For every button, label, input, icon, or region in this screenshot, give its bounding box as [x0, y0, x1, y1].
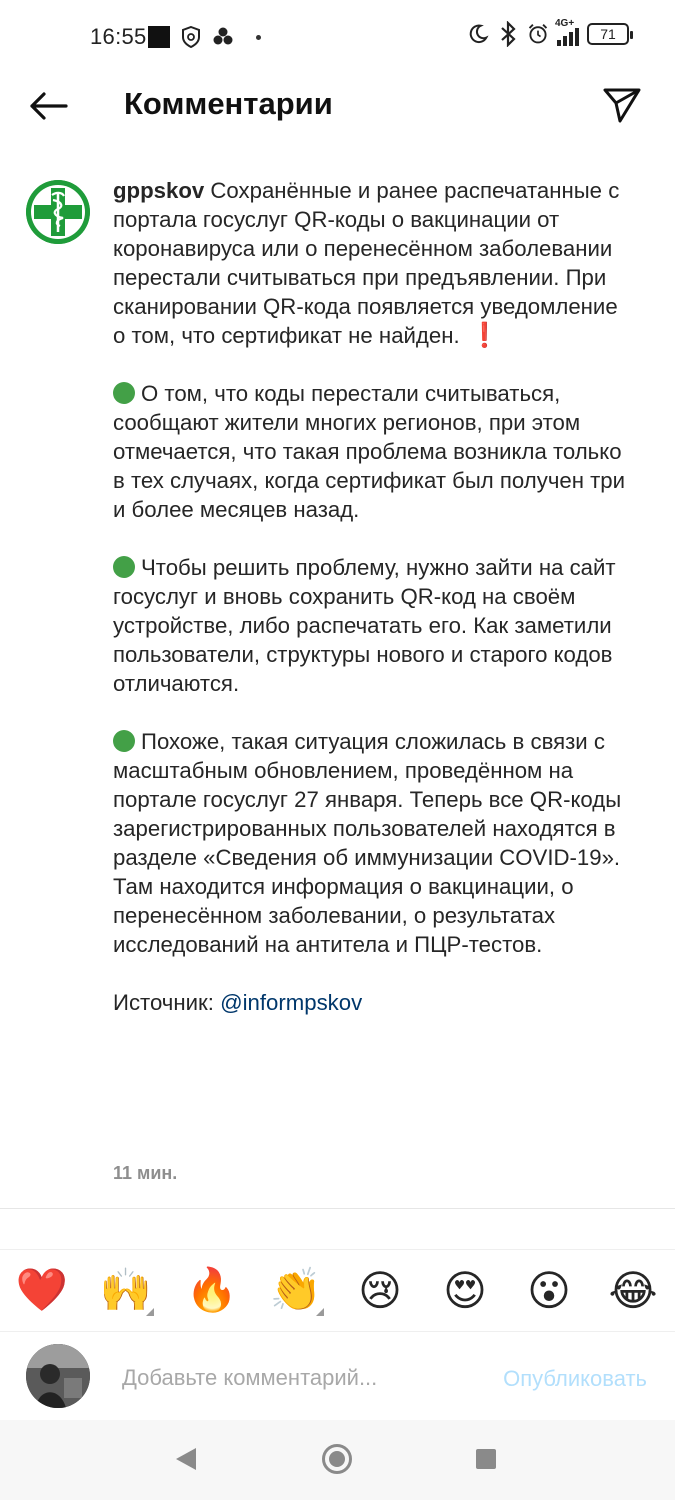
source-label: Источник: [113, 990, 214, 1015]
header [0, 72, 675, 138]
alarm-icon [527, 23, 549, 45]
network-type: 4G+ [555, 18, 575, 29]
comment-body [113, 176, 633, 1046]
reaction-clapping-button[interactable] [268, 1262, 324, 1318]
clover-icon [212, 26, 234, 48]
comment-text-2: О том, что коды перестали считываться, сообщают жители многих регионов, при этом отмечается, что такая проблема возникла только в тех случаях, когда сертификат был получен три и более месяцев назад. [113, 381, 626, 522]
status-right-icons [467, 18, 629, 46]
green-circle-icon [113, 382, 135, 404]
comment-source [113, 988, 633, 1017]
publish-button[interactable]: Опубликовать [503, 1366, 647, 1391]
divider [0, 1331, 675, 1332]
divider [0, 1208, 675, 1209]
comment-paragraph [113, 553, 633, 698]
crying-face-icon: 😢 [358, 1266, 402, 1314]
stop-icon [148, 26, 170, 48]
reaction-laughing-button[interactable] [605, 1262, 661, 1318]
source-mention-link[interactable]: @informpskov [220, 990, 363, 1015]
heart-icon: ❤️ [15, 1265, 69, 1313]
shield-icon [180, 26, 202, 48]
pharmacy-cross-icon [26, 180, 90, 244]
nav-home-icon[interactable] [322, 1444, 352, 1474]
green-circle-icon [113, 556, 135, 578]
green-circle-icon [113, 730, 135, 752]
status-time: 16:55 [90, 24, 147, 49]
skin-tone-indicator [316, 1308, 324, 1316]
comment-text-3: Чтобы решить проблему, нужно зайти на сайт госуслуг и вновь сохранить QR-код на своём устройстве, либо распечатать его. Как заметили пользователи, структуры нового и старого кодов отличаются. [113, 555, 616, 696]
reaction-heart-button[interactable] [14, 1262, 70, 1318]
divider [0, 1249, 675, 1250]
arrow-left-icon [28, 91, 68, 121]
comment-paragraph [113, 727, 633, 959]
page-title: Комментарии [124, 86, 333, 121]
back-button[interactable] [24, 84, 72, 128]
status-left-icons [148, 26, 261, 48]
moon-icon [467, 23, 489, 45]
bluetooth-icon [497, 23, 519, 45]
comment-input-bar [0, 1340, 675, 1418]
raising-hands-icon: 🙌 [99, 1265, 153, 1313]
nav-back-icon[interactable] [176, 1448, 196, 1470]
share-button[interactable] [599, 82, 645, 128]
user-photo [26, 1344, 90, 1408]
comment-input[interactable] [122, 1358, 452, 1398]
notification-dot [256, 35, 261, 40]
reaction-surprised-button[interactable] [521, 1262, 577, 1318]
system-nav-bar [0, 1420, 675, 1500]
heart-eyes-icon: 😍 [443, 1266, 487, 1314]
fire-icon: 🔥 [185, 1265, 239, 1313]
paper-plane-icon [602, 86, 642, 124]
author-avatar[interactable] [26, 180, 90, 244]
comment-paragraph [113, 379, 633, 524]
reaction-heart-eyes-button[interactable] [437, 1262, 493, 1318]
comment-text-1: Сохранённые и ранее распечатанные с портала госуслуг QR-коды о вакцинации от коронавируса или о перенесённом заболевании перестали считываться при предъявлении. При сканировании QR-кода появляется уведомление о том, что сертификат не найден. [113, 178, 620, 348]
user-avatar[interactable] [26, 1344, 90, 1408]
comment-text-4: Похоже, такая ситуация сложилась в связи с масштабным обновлением, проведённом на портале госуслуг 27 января. Теперь все QR-коды зарегистрированных пользователей находятся в разделе «Сведения об иммунизации COVID-19». Там находится информация о вакцинации, о перенесённом заболевании, о результатах исследований на антитела и ПЦР-тестов. [113, 729, 622, 957]
surprised-face-icon: 😮 [527, 1266, 571, 1314]
comment-timestamp: 11 мин. [113, 1163, 178, 1183]
battery-icon: 71 [587, 23, 629, 45]
comment-username[interactable]: gppskov [113, 178, 205, 203]
quick-reactions-bar [0, 1262, 675, 1324]
nav-recents-icon[interactable] [476, 1449, 496, 1469]
signal-icon [555, 18, 579, 46]
tears-of-joy-icon: 😂 [608, 1266, 658, 1314]
reaction-raising-hands-button[interactable] [98, 1262, 154, 1318]
reaction-fire-button[interactable] [184, 1262, 240, 1318]
reaction-crying-button[interactable] [352, 1262, 408, 1318]
exclamation-icon: ❗ [469, 322, 500, 349]
skin-tone-indicator [146, 1308, 154, 1316]
clapping-hands-icon: 👏 [269, 1265, 323, 1313]
comment-paragraph [113, 176, 633, 350]
status-bar [0, 0, 675, 72]
